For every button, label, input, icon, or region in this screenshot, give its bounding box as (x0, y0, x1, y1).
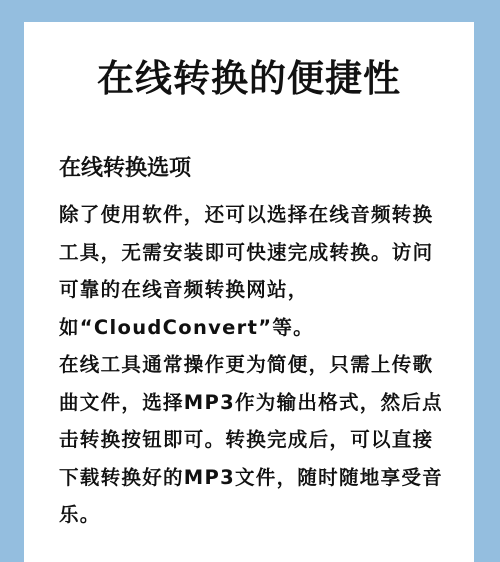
paragraph-instructions: 在线工具通常操作更为简便，只需上传歌曲文件，选择MP3作为输出格式，然后点击转换按钮即可。转换完成后，可以直接下载转换好的MP3文件，随时随地享受音乐。 (59, 353, 443, 526)
page-title: 在线转换的便捷性 (97, 57, 401, 100)
section-heading: 在线转换选项 (59, 156, 192, 181)
article-card (24, 22, 474, 562)
paragraph-intro: 除了使用软件，还可以选择在线音频转换工具，无需安装即可快速完成转换。访问可靠的在线音频转换网站，如“CloudConvert”等。 (59, 203, 434, 339)
